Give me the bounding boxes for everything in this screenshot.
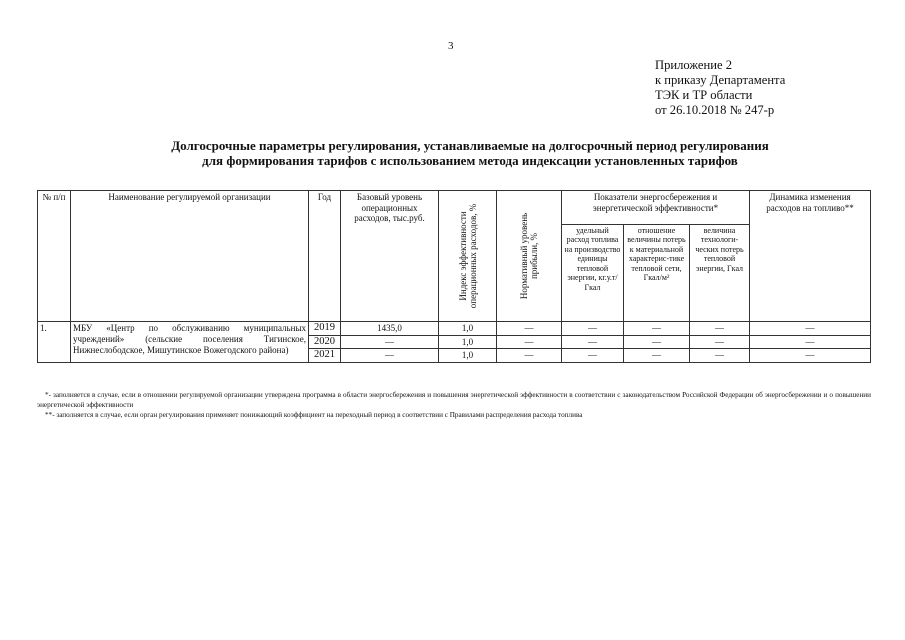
parameters-table xyxy=(37,190,871,363)
header-fuel-consumption: удельный расход топлива на производство единицы тепловой энергии, кг.у.т/Гкал xyxy=(562,224,624,321)
fuel-consumption-cell: — xyxy=(562,335,624,349)
header-org: Наименование регулируемой организации xyxy=(71,191,309,322)
year-cell: 2021 xyxy=(309,349,341,363)
year-cell: 2019 xyxy=(309,322,341,336)
header-efficiency-index xyxy=(439,191,497,322)
document-title xyxy=(60,138,880,168)
appendix-line: от 26.10.2018 № 247-р xyxy=(655,103,775,117)
header-tech-losses: величина технологи-ческих потерь тепловой энергии, Гкал xyxy=(690,224,750,321)
index-cell: 1,0 xyxy=(439,322,497,336)
fuel-dynamics-cell: — xyxy=(750,335,871,349)
loss-ratio-cell: — xyxy=(624,349,690,363)
fuel-consumption-cell: — xyxy=(562,322,624,336)
header-base-level: Базовый уровень операционных расходов, тыс.руб. xyxy=(341,191,439,322)
appendix-block xyxy=(655,58,785,118)
header-loss-ratio: отношение величины потерь к материальной характерис-тике тепловой сети, Гкал/м² xyxy=(624,224,690,321)
base-level-cell: — xyxy=(341,349,439,363)
header-profit-level xyxy=(497,191,562,322)
year-cell: 2020 xyxy=(309,335,341,349)
header-energy-group: Показатели энергосбережения и энергетической эффективности* xyxy=(562,191,750,225)
appendix-line: Приложение 2 xyxy=(655,58,733,72)
profit-cell: — xyxy=(497,322,562,336)
footnote-1: *- заполняется в случае, если в отношении регулируемой организации утверждена программа в области энергосбережения и повышения энергетической эффективности в соответствии с законодательством Российской Федерации об энергосбережении и о повышении энергетической эффективности xyxy=(37,391,871,409)
tech-losses-cell: — xyxy=(690,335,750,349)
header-efficiency-index-text: Индекс эффективности операционных расходов, % xyxy=(457,203,478,309)
header-fuel-dynamics: Динамика изменения расходов на топливо** xyxy=(750,191,871,322)
base-level-cell: 1435,0 xyxy=(341,322,439,336)
header-profit-level-text: Нормативный уровень прибыли, % xyxy=(519,212,539,300)
fuel-consumption-cell: — xyxy=(562,349,624,363)
title-line: Долгосрочные параметры регулирования, устанавливаемые на долгосрочный период регулирования xyxy=(171,138,769,153)
index-cell: 1,0 xyxy=(439,335,497,349)
loss-ratio-cell: — xyxy=(624,335,690,349)
appendix-line: ТЭК и ТР области xyxy=(655,88,753,102)
loss-ratio-cell: — xyxy=(624,322,690,336)
index-cell: 1,0 xyxy=(439,349,497,363)
profit-cell: — xyxy=(497,335,562,349)
title-line: для формирования тарифов с использованием метода индексации установленных тарифов xyxy=(202,153,738,168)
table-row xyxy=(38,322,871,336)
base-level-cell: — xyxy=(341,335,439,349)
row-num: 1. xyxy=(38,322,71,363)
fuel-dynamics-cell: — xyxy=(750,322,871,336)
tech-losses-cell: — xyxy=(690,349,750,363)
page-number: 3 xyxy=(448,40,454,52)
fuel-dynamics-cell: — xyxy=(750,349,871,363)
org-name: МБУ «Центр по обслуживанию муниципальных учреждений» (сельские поселения Тигинское, Нижнеслободское, Мишутинское Вожегодского района) xyxy=(71,322,309,363)
footnote-2: **- заполняется в случае, если орган регулирования применяет понижающий коэффициент на переходный период в соответствии с Правилами распределения расхода топлива xyxy=(45,411,583,419)
header-num: № п/п xyxy=(38,191,71,322)
footnotes xyxy=(37,390,871,420)
header-year: Год xyxy=(309,191,341,322)
appendix-line: к приказу Департамента xyxy=(655,73,786,87)
profit-cell: — xyxy=(497,349,562,363)
tech-losses-cell: — xyxy=(690,322,750,336)
